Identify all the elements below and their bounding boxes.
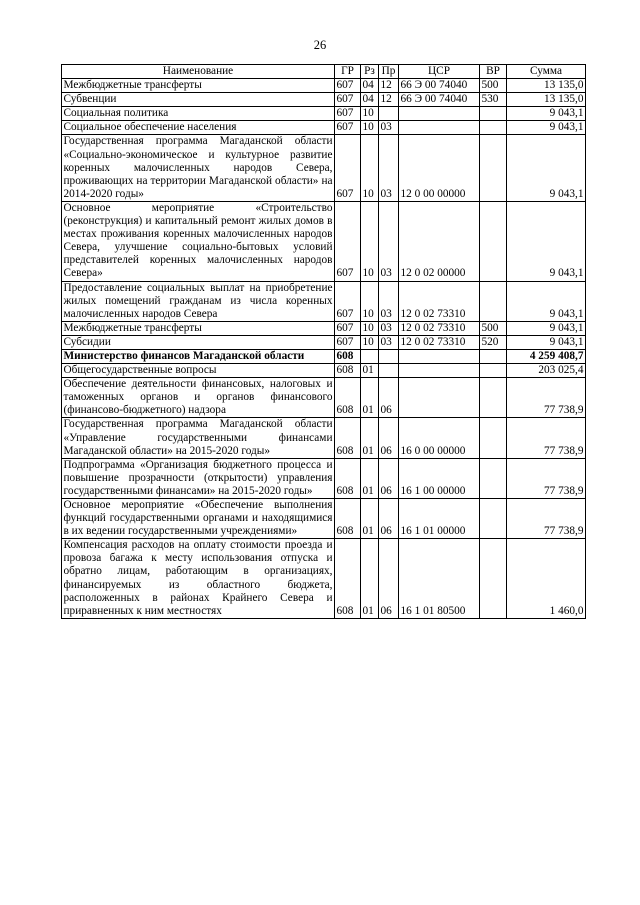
cell-sum: 9 043,1 [507,121,586,135]
cell-vr [480,499,507,539]
cell-name: Государственная программа Магаданской области «Управление государственными финансами Магаданской области» на 2015-2020 годы» [63,418,333,457]
cell-sum: 13 135,0 [507,79,586,93]
cell-csr: 12 0 02 73310 [399,321,480,335]
cell-rz: 01 [361,378,379,418]
cell-name: Обеспечение деятельности финансовых, налоговых и таможенных органов и органов финансового (финансово-бюджетного) надзора [63,378,333,417]
cell-vr [480,378,507,418]
table-body [62,79,586,619]
cell-pr: 03 [379,121,399,135]
cell-rz: 04 [361,79,379,93]
table-row [62,499,586,539]
cell-csr: 16 1 01 00000 [399,499,480,539]
header-rz: Рз [361,65,379,79]
cell-sum: 9 043,1 [507,335,586,349]
budget-table [61,64,586,619]
table-row [62,135,586,201]
cell-pr [379,107,399,121]
cell-csr: 16 1 01 80500 [399,539,480,619]
cell-csr: 66 Э 00 74040 [399,79,480,93]
cell-name: Межбюджетные трансферты [62,321,335,335]
cell-pr [379,364,399,378]
table-row [62,79,586,93]
cell-gr: 607 [335,79,361,93]
cell-csr [399,378,480,418]
cell-rz: 01 [361,458,379,498]
cell-rz: 10 [361,321,379,335]
cell-rz: 10 [361,201,379,281]
cell-gr: 607 [335,335,361,349]
table-row [62,321,586,335]
cell-pr: 03 [379,201,399,281]
cell-gr: 608 [335,539,361,619]
table-row [62,281,586,321]
cell-pr: 12 [379,93,399,107]
cell-sum: 9 043,1 [507,201,586,281]
cell-gr: 608 [335,499,361,539]
cell-pr: 03 [379,281,399,321]
cell-csr: 12 0 02 73310 [399,335,480,349]
table-header-row [62,65,586,79]
cell-name: Социальная политика [62,107,335,121]
cell-gr: 608 [335,458,361,498]
cell-csr [399,121,480,135]
table-row [62,539,586,619]
cell-vr: 520 [480,335,507,349]
cell-rz: 01 [361,418,379,458]
cell-rz: 01 [361,364,379,378]
cell-gr: 607 [335,201,361,281]
header-gr: ГР [335,65,361,79]
cell-rz: 01 [361,539,379,619]
header-name: Наименование [62,65,335,79]
cell-vr [480,281,507,321]
cell-pr: 12 [379,79,399,93]
cell-vr [480,201,507,281]
header-sum: Сумма [507,65,586,79]
cell-pr: 06 [379,539,399,619]
cell-vr [480,418,507,458]
cell-name: Субсидии [62,335,335,349]
page-number: 26 [313,38,327,52]
cell-rz: 10 [361,121,379,135]
cell-pr: 03 [379,335,399,349]
header-csr: ЦСР [399,65,480,79]
cell-pr: 03 [379,135,399,201]
cell-sum: 9 043,1 [507,321,586,335]
cell-rz: 10 [361,107,379,121]
cell-gr: 608 [335,378,361,418]
header-pr: Пр [379,65,399,79]
cell-name: Министерство финансов Магаданской области [62,349,335,363]
cell-sum: 9 043,1 [507,107,586,121]
cell-pr [379,349,399,363]
cell-gr: 607 [335,93,361,107]
cell-gr: 608 [335,364,361,378]
cell-sum: 77 738,9 [507,418,586,458]
cell-sum: 9 043,1 [507,281,586,321]
cell-pr: 06 [379,458,399,498]
table-row [62,335,586,349]
table-row [62,349,586,363]
cell-pr: 06 [379,378,399,418]
cell-vr [480,107,507,121]
cell-name: Основное мероприятие «Обеспечение выполнения функций государственными органами и находящимися в их ведении государственными учреждениями» [63,499,333,538]
cell-sum: 203 025,4 [507,364,586,378]
cell-csr [399,107,480,121]
cell-rz [361,349,379,363]
cell-rz: 01 [361,499,379,539]
cell-csr: 12 0 02 00000 [399,201,480,281]
cell-sum: 77 738,9 [507,499,586,539]
table-row [62,201,586,281]
table-row [62,458,586,498]
cell-csr: 12 0 02 73310 [399,281,480,321]
cell-name: Социальное обеспечение населения [62,121,335,135]
cell-csr: 16 0 00 00000 [399,418,480,458]
cell-csr: 16 1 00 00000 [399,458,480,498]
cell-name: Межбюджетные трансферты [62,79,335,93]
cell-gr: 607 [335,121,361,135]
cell-name: Государственная программа Магаданской области «Социально-экономическое и культурное развитие коренных малочисленных народов Севера, проживающих на территории Магаданской области» на 2014-2020 годы» [63,135,333,200]
cell-vr: 530 [480,93,507,107]
cell-gr: 608 [335,349,361,363]
cell-sum: 13 135,0 [507,93,586,107]
cell-name: Субвенции [62,93,335,107]
cell-vr: 500 [480,321,507,335]
cell-csr [399,349,480,363]
cell-rz: 04 [361,93,379,107]
header-vr: ВР [480,65,507,79]
cell-csr: 66 Э 00 74040 [399,93,480,107]
cell-gr: 607 [335,281,361,321]
cell-sum: 77 738,9 [507,458,586,498]
cell-vr [480,349,507,363]
cell-rz: 10 [361,281,379,321]
cell-sum: 4 259 408,7 [507,349,586,363]
cell-vr [480,364,507,378]
table-row [62,364,586,378]
cell-name: Подпрограмма «Организация бюджетного процесса и повышение прозрачности (открытости) управления государственными финансами» на 2015-2020 годы» [63,458,333,497]
cell-vr: 500 [480,79,507,93]
cell-gr: 607 [335,135,361,201]
cell-vr [480,539,507,619]
cell-csr: 12 0 00 00000 [399,135,480,201]
cell-rz: 10 [361,135,379,201]
table-row [62,107,586,121]
table-row [62,121,586,135]
cell-sum: 9 043,1 [507,135,586,201]
cell-gr: 607 [335,107,361,121]
table-row [62,378,586,418]
cell-gr: 607 [335,321,361,335]
table-row [62,93,586,107]
cell-gr: 608 [335,418,361,458]
cell-rz: 10 [361,335,379,349]
cell-pr: 06 [379,418,399,458]
cell-vr [480,458,507,498]
cell-sum: 1 460,0 [507,539,586,619]
cell-name: Основное мероприятие «Строительство (реконструкция) и капитальный ремонт жилых домов в местах проживания коренных малочисленных народов Севера, улучшение социально-бытовых условий представителей коренных малочисленных народов Севера» [63,201,333,280]
cell-name: Общегосударственные вопросы [62,364,335,378]
cell-pr: 06 [379,499,399,539]
cell-sum: 77 738,9 [507,378,586,418]
cell-vr [480,135,507,201]
cell-name: Компенсация расходов на оплату стоимости проезда и провоза багажа к месту использования отпуска и обратно лицам, работающим в организациях, финансируемых из областного бюджета, расположенных в районах Крайнего Севера и приравненных к ним местностях [63,539,333,617]
cell-name: Предоставление социальных выплат на приобретение жилых помещений гражданам из числа коренных малочисленных народов Севера [63,281,333,320]
cell-pr: 03 [379,321,399,335]
cell-vr [480,121,507,135]
table-row [62,418,586,458]
cell-csr [399,364,480,378]
